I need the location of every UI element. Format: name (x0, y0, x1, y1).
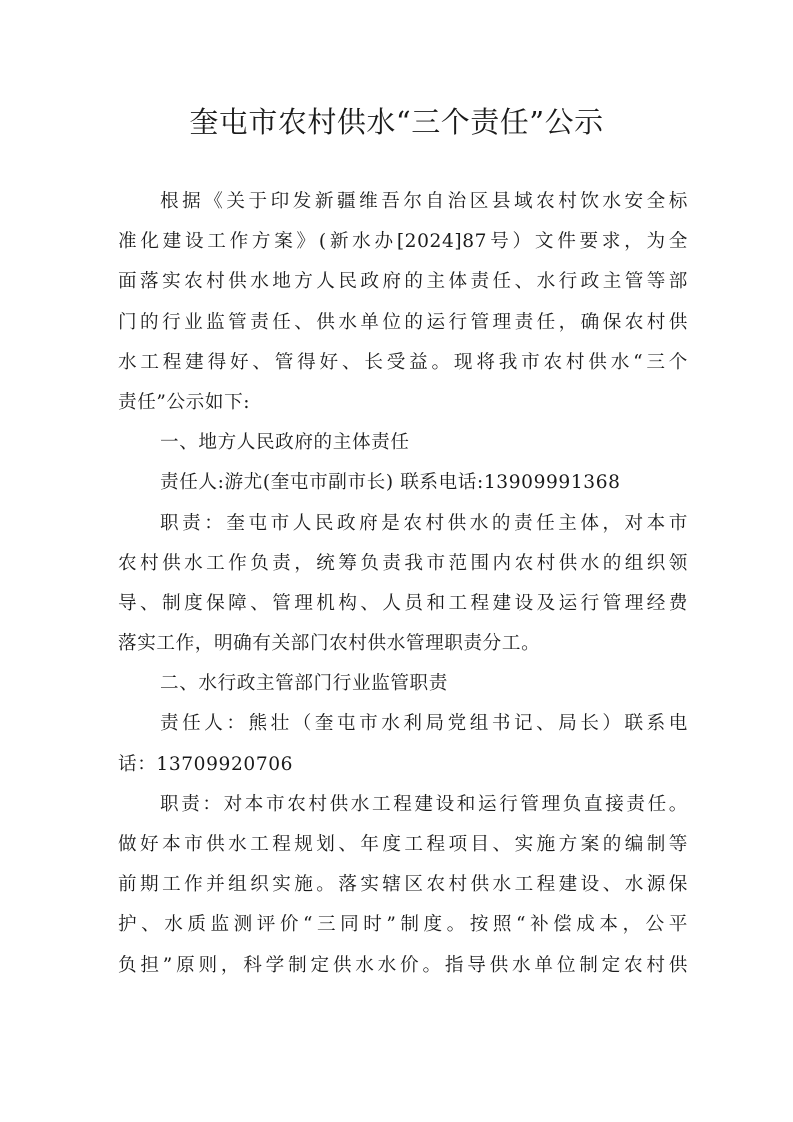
paragraph-line: 农村供水工作负责，统筹负责我市范围内农村供水的组织领 (118, 552, 688, 574)
paragraph-line: 前期工作并组织实施。落实辖区农村供水工程建设、水源保 (118, 874, 688, 896)
section-heading: 一、地方人民政府的主体责任 (160, 432, 410, 454)
paragraph-line: 落实工作，明确有关部门农村供水管理职责分工。 (118, 633, 541, 655)
paragraph-line: 做好本市供水工程规划、年度工程项目、实施方案的编制等 (118, 834, 688, 855)
paragraph-line: 门的行业监管责任、供水单位的运行管理责任，确保农村供 (118, 311, 688, 333)
paragraph-line: 责任”公示如下: (118, 391, 251, 413)
paragraph-line: 导、制度保障、管理机构、人员和工程建设及运行管理经费 (118, 592, 688, 614)
paragraph-line: 负担”原则，科学制定供水水价。指导供水单位制定农村供 (118, 954, 688, 976)
paragraph-line: 准化建设工作方案》(新水办[2024]87号）文件要求，为全 (118, 231, 688, 253)
responsible-phone: 话：13709920706 (118, 753, 294, 775)
page-title: 奎屯市农村供水“三个责任”公示 (189, 105, 604, 139)
document-body (118, 182, 688, 986)
responsible-person: 责任人:游尤(奎屯市副市长) 联系电话:13909991368 (160, 472, 621, 494)
paragraph-line: 面落实农村供水地方人民政府的主体责任、水行政主管等部 (118, 271, 688, 293)
paragraph-line: 根据《关于印发新疆维吾尔自治区县域农村饮水安全标 (160, 191, 688, 212)
paragraph-line: 护、水质监测评价“三同时”制度。按照“补偿成本，公平 (118, 914, 688, 936)
paragraph-line: 职责：对本市农村供水工程建设和运行管理负直接责任。 (160, 793, 688, 815)
section-heading: 二、水行政主管部门行业监管职责 (160, 673, 448, 695)
paragraph-line: 职责：奎屯市人民政府是农村供水的责任主体，对本市 (160, 512, 688, 534)
responsible-person: 责任人：熊壮（奎屯市水利局党组书记、局长）联系电 (160, 713, 688, 735)
paragraph-line: 水工程建得好、管得好、长受益。现将我市农村供水“三个 (118, 351, 688, 373)
